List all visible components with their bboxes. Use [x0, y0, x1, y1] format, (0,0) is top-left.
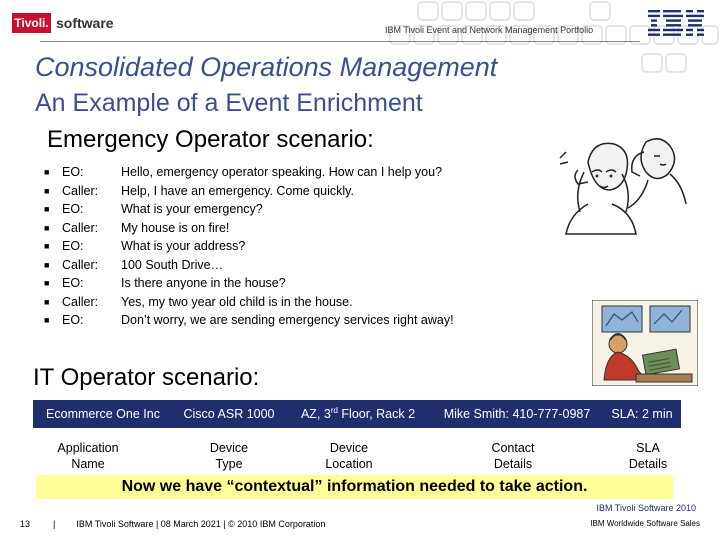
dialog-text: 100 South Drive… — [121, 257, 224, 272]
slide-subtitle: An Example of a Event Enrichment — [35, 89, 423, 117]
device-type-label — [196, 440, 262, 472]
dialog-line — [44, 163, 454, 182]
header-divider — [40, 41, 640, 42]
label-line: Type — [215, 457, 243, 471]
emergency-scenario-heading: Emergency Operator scenario: — [47, 126, 374, 153]
footer-text: IBM Tivoli Software | 08 March 2021 | © 2010 IBM Corporation — [76, 519, 326, 529]
bullet-icon: ■ — [44, 315, 50, 326]
it-scenario-heading: IT Operator scenario: — [33, 364, 260, 391]
label-line: Device — [209, 441, 249, 455]
dialog-line — [44, 219, 454, 238]
bullet-icon: ■ — [44, 204, 50, 215]
label-line: Contact — [491, 441, 535, 455]
dialog-text: Don’t worry, we are sending emergency services right away! — [121, 313, 454, 328]
dialog-speaker: Caller: — [62, 257, 99, 272]
dialog-speaker: Caller: — [62, 294, 99, 309]
dialog-line — [44, 256, 454, 275]
bullet-icon: ■ — [44, 296, 50, 307]
label-line: Details — [628, 457, 668, 471]
dialog-speaker: EO: — [62, 276, 84, 291]
application-name-label — [42, 440, 134, 472]
device-location-label — [312, 440, 386, 472]
label-line: Details — [493, 457, 533, 471]
bullet-icon: ■ — [44, 222, 50, 233]
portfolio-title: IBM Tivoli Event and Network Management Portfolio — [385, 25, 594, 35]
label-line: SLA — [636, 441, 660, 455]
dialog-text: What is your address? — [121, 239, 246, 254]
emergency-dialog — [44, 163, 454, 330]
dialog-text: Help, I have an emergency. Come quickly. — [121, 183, 354, 198]
location-text: AZ, 3 — [300, 407, 331, 421]
dialog-speaker: Caller: — [62, 183, 99, 198]
label-line: Application — [57, 441, 119, 455]
dialog-text: What is your emergency? — [121, 202, 263, 217]
footer-separator: | — [53, 519, 56, 529]
dialog-text: My house is on fire! — [121, 220, 230, 235]
dialog-line — [44, 182, 454, 201]
dialog-line — [44, 200, 454, 219]
dialog-text: Hello, emergency operator speaking. How can I help you? — [121, 165, 443, 180]
location-text-rest: Floor, Rack 2 — [337, 407, 416, 421]
bullet-icon: ■ — [44, 278, 50, 289]
application-name-cell: Ecommerce One Inc — [33, 400, 173, 428]
dialog-speaker: EO: — [62, 239, 84, 254]
event-context-row — [33, 400, 681, 428]
label-line: Location — [325, 457, 373, 471]
dialog-speaker: EO: — [62, 202, 84, 217]
sla-details-label — [618, 440, 678, 472]
dialog-speaker: EO: — [62, 165, 84, 180]
it-operator-clipart — [592, 300, 698, 386]
tivoli-logo: Tivoli. — [12, 13, 51, 33]
dialog-speaker: EO: — [62, 313, 84, 328]
bullet-icon: ■ — [44, 185, 50, 196]
dialog-text: Yes, my two year old child is in the house. — [121, 294, 353, 309]
footer-left — [20, 519, 325, 529]
footer-brand: IBM Tivoli Software 2010 — [596, 503, 696, 513]
slide-title: Consolidated Operations Management — [35, 52, 498, 82]
ibm-logo — [648, 10, 704, 36]
dialog-text: Is there anyone in the house? — [121, 276, 286, 291]
dialog-line — [44, 293, 454, 312]
dialog-speaker: Caller: — [62, 220, 99, 235]
bullet-icon: ■ — [44, 167, 50, 178]
dialog-line — [44, 237, 454, 256]
bullet-icon: ■ — [44, 241, 50, 252]
footer-sales: IBM Worldwide Software Sales — [590, 519, 700, 528]
sla-cell: SLA: 2 min — [603, 400, 681, 428]
contact-details-cell: Mike Smith: 410-777-0987 — [431, 400, 603, 428]
label-line: Device — [329, 441, 369, 455]
contact-details-label — [476, 440, 550, 472]
location-ordinal: rd — [330, 405, 338, 415]
dialog-line — [44, 274, 454, 293]
device-type-cell: Cisco ASR 1000 — [173, 400, 285, 428]
device-location-cell — [285, 400, 431, 428]
label-line: Name — [71, 457, 105, 471]
contextual-info-banner: Now we have “contextual” information needed to take action. — [36, 475, 673, 499]
dialog-line — [44, 311, 454, 330]
bullet-icon: ■ — [44, 259, 50, 270]
software-wordmark: software — [56, 15, 114, 31]
page-number: 13 — [20, 519, 31, 529]
operator-clipart — [548, 132, 690, 238]
